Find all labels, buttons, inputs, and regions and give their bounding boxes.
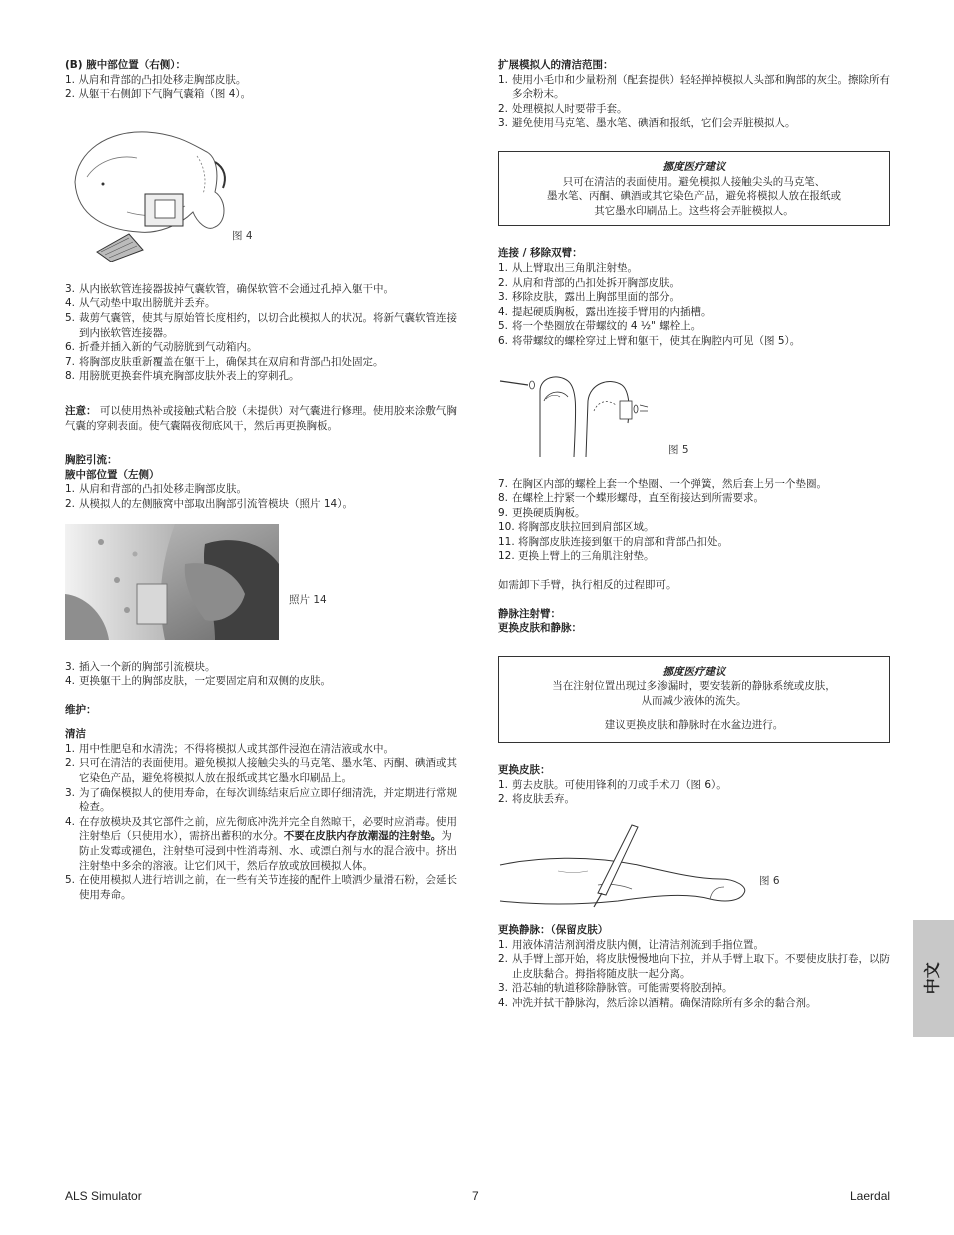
figure-caption: 图 5: [668, 443, 689, 456]
list-item: 8. 在螺栓上拧紧一个蝶形螺母，直至衔接达到所需要求。: [498, 492, 764, 505]
list-item: 7. 在胸区内部的螺栓上套一个垫圈、一个弹簧，然后套上另一个垫圈。: [498, 477, 827, 490]
footer-page-number: 7: [472, 1189, 479, 1203]
note-paragraph: 注意： 可以使用热补或接触式粘合胶（未提供）对气囊进行修理。使用胶来涂敷气胸气囊的穿刺表面。使气囊隔夜彻底风干，然后再更换胸板。: [65, 404, 457, 432]
figure-6: [498, 821, 890, 917]
list-item: 2. 从模拟人的左侧腋窝中部取出胸部引流管模块（照片 14）。: [65, 497, 353, 510]
photo-caption: 照片 14: [289, 593, 327, 606]
step-list: [65, 282, 457, 384]
list-item: 10. 将胸部皮肤拉回到肩部区域。: [498, 521, 655, 534]
list-item: 5. 在使用模拟人进行培训之前，在一些有关节连接的配件上喷洒少量滑石粉，会延长使用寿命。: [65, 874, 457, 901]
step-list: [498, 477, 890, 565]
list-item: 1. 用液体清洁剂润滑皮肤内侧，让清洁剂流到手指位置。: [498, 938, 764, 951]
list-item: 3. 从内嵌软管连接器拔掉气囊软管，确保软管不会通过孔掉入躯干中。: [65, 282, 394, 295]
reverse-note: 如需卸下手臂，执行相反的过程即可。: [498, 579, 677, 592]
photo-14: [65, 524, 457, 640]
list-item: 2. 从躯干右侧卸下气胸气囊箱（图 4）。: [65, 88, 252, 101]
section-subtitle-cleaning: 清洁: [65, 728, 86, 741]
box-title: 挪度医疗建议: [662, 665, 726, 678]
left-column: [65, 58, 457, 902]
step-list: [65, 660, 457, 689]
list-item: 9. 更换硬质胸板。: [498, 506, 586, 519]
list-item: 2. 从手臂上部开始，将皮肤慢慢地向下拉，并从手臂上取下。不要使皮肤打卷，以防止皮肤黏合。拇指将随皮肤一起分离。: [498, 953, 890, 980]
step-list: [498, 73, 890, 131]
box-line: 当在注射位置出现过多渗漏时，要安装新的静脉系统或皮肤，: [552, 680, 836, 693]
torso-illustration: [67, 122, 237, 262]
language-tab-label: 中文: [923, 962, 943, 995]
footer-brand: Laerdal: [850, 1189, 891, 1203]
step-list: [498, 261, 890, 349]
recommendation-box: [498, 656, 890, 743]
section-title-midaxillary-right: (B) 腋中部位置（右侧）：: [65, 59, 187, 71]
list-item: 4. 冲洗并拭干静脉沟，然后涂以酒精。确保清除所有多余的黏合剂。: [498, 996, 817, 1009]
list-item: 5. 裁剪气囊管，使其与原始管长度相约，以切合此模拟人的状况。将新气囊软管连接到内嵌软管连接器。: [65, 311, 457, 339]
list-item: 2. 从肩和背部的凸扣处拆开胸部皮肤。: [498, 276, 680, 289]
step-list: [65, 742, 457, 903]
list-item: 3. 避免使用马克笔、墨水笔、碘酒和报纸，它们会弄脏模拟人。: [498, 117, 796, 130]
section-title-arms: 连接 / 移除双臂：: [498, 247, 583, 260]
arm-knife-illustration: [498, 821, 753, 917]
warning-text: 不要在皮肤内存放潮湿的注射垫。: [283, 830, 442, 843]
figure-5: [498, 371, 890, 463]
step-list: [498, 778, 890, 807]
section-title-extended-cleaning: 扩展模拟人的清洁范围：: [498, 59, 614, 71]
step-list: [498, 938, 890, 1011]
arm-bolt-illustration: [498, 371, 658, 461]
list-item: 2. 只可在清洁的表面使用。避免模拟人接触尖头的马克笔、墨水笔、丙酮、碘酒或其它染色产品，避免将模拟人放在报纸或其它墨水印刷品上。: [65, 757, 457, 785]
list-item: 3. 移除皮肤，露出上胸部里面的部分。: [498, 291, 680, 304]
list-item: 1. 从肩和背部的凸扣处移走胸部皮肤。: [65, 73, 247, 86]
list-item: 4. 提起硬质胸板，露出连接手臂用的内插槽。: [498, 305, 712, 318]
list-item: 7. 将胸部皮肤重新覆盖在躯干上，确保其在双肩和背部凸扣处固定。: [65, 355, 384, 368]
list-item: 4. 从气动垫中取出膀胱并丢弃。: [65, 297, 216, 310]
box-line: 只可在清洁的表面使用。避免模拟人接触尖头的马克笔、: [562, 175, 826, 188]
list-item: 3. 为了确保模拟人的使用寿命，在每次训练结束后应立即仔细清洗，并定期进行常规检查。: [65, 786, 457, 814]
language-tab: [913, 920, 954, 1037]
figure-caption: 图 4: [232, 229, 253, 242]
list-item: 4. 在存放模块及其它部件之前，应先彻底冲洗并完全自然晾干，必要时应消毒。使用注射垫后（只使用水），需挤出蓄积的水分。不要在皮肤内存放潮湿的注射垫。为防止发霉或褪色，注射垫可浸到中性消毒剂、水、或漂白剂与水的混合液中。挤出注射垫中多余的溶液。让它们风干，然后存放或放回模拟人体。: [65, 815, 457, 872]
list-item: 1. 使用小毛巾和少量粉剂（配套提供）轻轻掸掉模拟人头部和胸部的灰尘。擦除所有多余粉末。: [498, 73, 890, 101]
box-line: 从而减少液体的流失。: [641, 695, 747, 708]
list-item: 5. 将一个垫圈放在带螺纹的 4 ½" 螺栓上。: [498, 320, 702, 333]
list-item: 1. 从上臂取出三角肌注射垫。: [498, 261, 638, 274]
list-item: 11. 将胸部皮肤连接到躯干的肩部和背部凸扣处。: [498, 535, 728, 548]
list-item: 2. 将皮肤丢弃。: [498, 793, 575, 806]
section-title-replace-veins: 更换静脉：（保留皮肤）: [498, 924, 609, 936]
figure-caption: 图 6: [759, 875, 780, 887]
box-title: 挪度医疗建议: [662, 160, 726, 173]
box-line: 其它墨水印刷品上。这些将会弄脏模拟人。: [594, 204, 794, 217]
section-title-iv-arm: 静脉注射臂：: [498, 607, 561, 620]
list-item: 1. 剪去皮肤。可使用锋利的刀或手术刀（图 6）。: [498, 778, 727, 791]
list-item: 2. 处理模拟人时要带手套。: [498, 102, 628, 115]
section-subtitle-replace-skin-veins: 更换皮肤和静脉：: [498, 622, 582, 635]
list-item: 3. 插入一个新的胸部引流模块。: [65, 660, 216, 673]
figure-4: [65, 120, 457, 272]
step-list: [65, 482, 457, 511]
list-item: 3. 沿芯轴的轨道移除静脉管。可能需要将胶刮掉。: [498, 982, 733, 995]
recommendation-box: [498, 151, 890, 226]
note-label: 注意：: [65, 404, 97, 417]
list-item: 1. 从肩和背部的凸扣处移走胸部皮肤。: [65, 483, 247, 496]
list-item: 1. 用中性肥皂和水清洗；不得将模拟人或其部件浸泡在清洁液或水中。: [65, 742, 394, 755]
box-line: 墨水笔、丙酮、碘酒或其它染色产品，避免将模拟人放在报纸或: [547, 190, 841, 203]
section-subtitle-midaxillary-left: 腋中部位置（左侧）: [65, 468, 160, 481]
list-item: 4. 更换躯干上的胸部皮肤，一定要固定肩和双侧的皮肤。: [65, 675, 331, 688]
list-item: 6. 折叠并插入新的气动膀胱到气动箱内。: [65, 341, 258, 354]
box-line: 建议更换皮肤和静脉时在水盆边进行。: [604, 718, 784, 731]
section-title-replace-skin: 更换皮肤：: [498, 764, 551, 777]
list-item: 12. 更换上臂上的三角肌注射垫。: [498, 550, 655, 563]
right-column: [498, 58, 890, 1011]
section-title-maintenance: 维护：: [65, 703, 97, 716]
list-item: 6. 将带螺纹的螺栓穿过上臂和躯干，使其在胸腔内可见（图 5）。: [498, 334, 801, 347]
step-list: [65, 73, 457, 102]
section-title-chest-drain: 胸腔引流：: [65, 454, 118, 467]
list-item: 8. 用膀胱更换套件填充胸部皮肤外表上的穿刺孔。: [65, 370, 300, 383]
footer-product: ALS Simulator: [65, 1189, 142, 1203]
chest-drain-photo: [65, 524, 279, 640]
